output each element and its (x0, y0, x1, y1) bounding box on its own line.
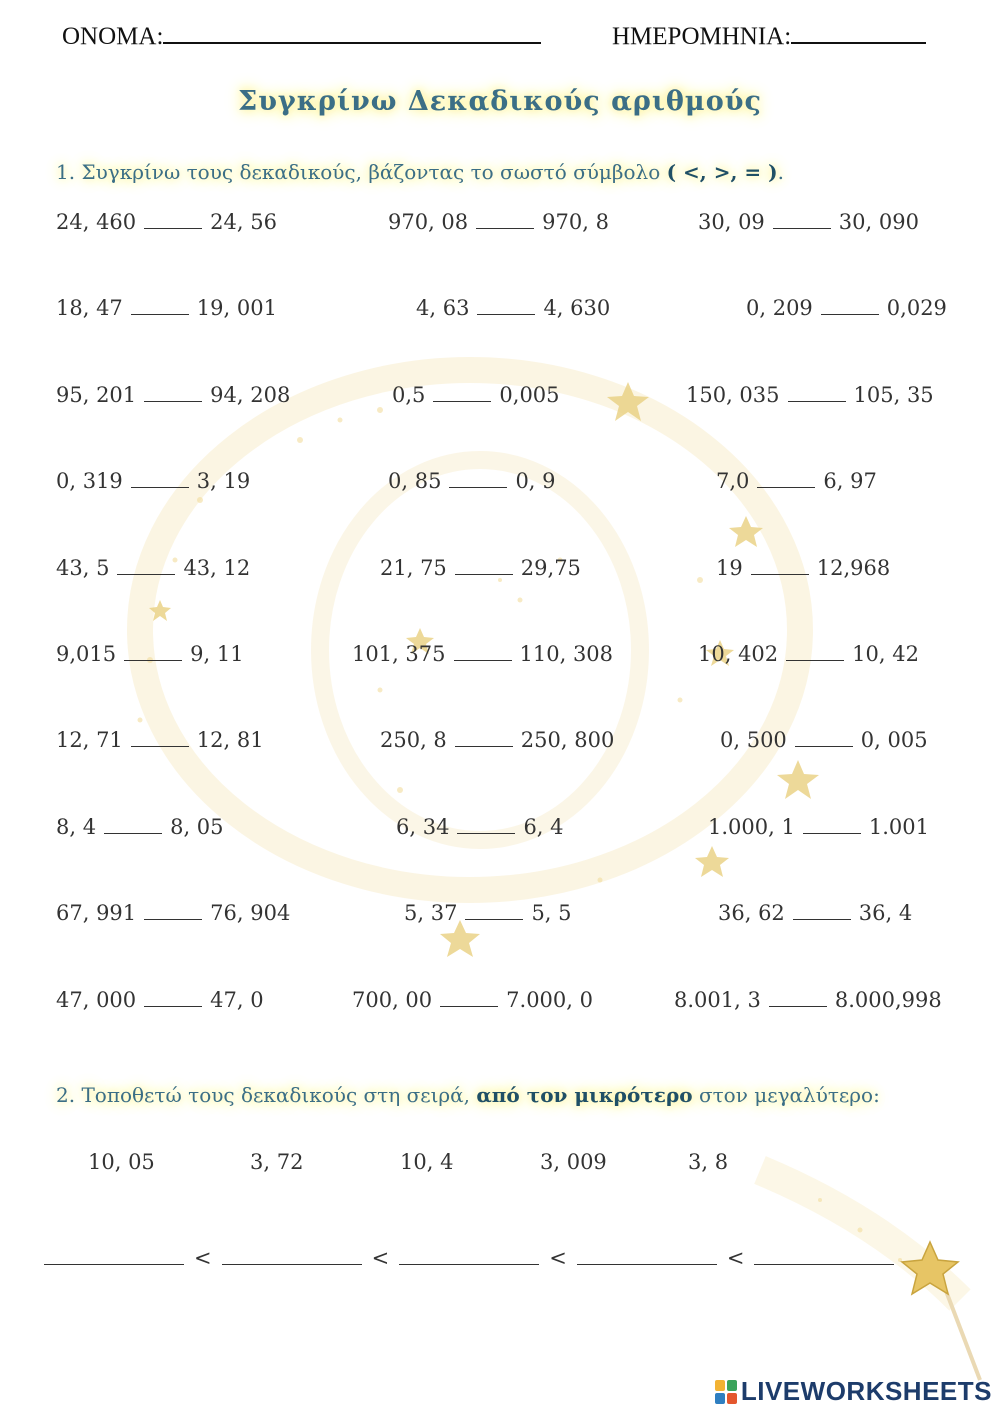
order-blank[interactable] (222, 1244, 362, 1265)
comparison-item (392, 383, 560, 407)
right-number: 5, 5 (531, 901, 572, 926)
left-number: 250, 8 (380, 728, 447, 753)
comparison-item (56, 901, 290, 925)
exercise2-text-end: στον μεγαλύτερο: (698, 1083, 880, 1107)
answer-blank[interactable] (144, 383, 202, 402)
order-blank[interactable] (577, 1244, 717, 1265)
comparison-item (380, 728, 614, 752)
right-number: 10, 42 (852, 642, 919, 666)
left-number: 7,0 (716, 469, 750, 494)
order-blank[interactable] (754, 1244, 894, 1265)
comparison-item (56, 210, 277, 234)
left-number: 36, 62 (718, 901, 785, 926)
less-than-sign: < (194, 1246, 212, 1270)
order-number: 10, 05 (88, 1150, 155, 1174)
ordering-answer-line (44, 1244, 894, 1270)
less-than-sign: < (726, 1246, 745, 1270)
comparison-item (716, 469, 877, 493)
answer-blank[interactable] (793, 901, 851, 920)
right-number: 0,029 (886, 296, 947, 321)
left-number: 19 (716, 555, 743, 580)
answer-blank[interactable] (131, 728, 189, 747)
comparison-item (396, 815, 564, 839)
comparison-item (56, 642, 244, 666)
answer-blank[interactable] (751, 556, 809, 575)
comparison-item (698, 642, 919, 666)
answer-blank[interactable] (773, 210, 831, 229)
answer-blank[interactable] (803, 815, 861, 834)
left-number: 0,5 (392, 382, 426, 407)
comparison-item (718, 901, 912, 925)
date-field (612, 20, 926, 51)
order-blank[interactable] (399, 1244, 539, 1265)
left-number: 10, 402 (698, 642, 779, 666)
comparison-item (388, 469, 556, 493)
answer-blank[interactable] (449, 469, 507, 488)
left-number: 4, 63 (416, 296, 470, 321)
order-number: 3, 009 (540, 1150, 607, 1174)
order-blank[interactable] (44, 1244, 184, 1265)
right-number: 94, 208 (210, 382, 291, 407)
right-number: 0,005 (499, 382, 560, 407)
left-number: 970, 08 (388, 210, 469, 234)
comparison-item (686, 383, 934, 407)
right-number: 47, 0 (210, 987, 264, 1012)
exercise1-instruction (56, 160, 784, 184)
comparison-item (56, 728, 264, 752)
order-number: 10, 4 (400, 1150, 454, 1174)
logo-icon (715, 1380, 737, 1404)
answer-blank[interactable] (769, 988, 827, 1007)
page-title: Συγκρίνω Δεκαδικούς αριθμούς (238, 86, 762, 117)
answer-blank[interactable] (455, 556, 513, 575)
comparison-item (56, 988, 264, 1012)
right-number: 3, 19 (196, 469, 251, 494)
right-number: 76, 904 (210, 901, 291, 926)
right-number: 12,968 (816, 555, 891, 580)
logo-text: LIVEWORKSHEETS (740, 1376, 992, 1406)
left-number: 9,015 (56, 642, 117, 666)
left-number: 21, 75 (380, 555, 447, 580)
exercise2-instruction (56, 1083, 880, 1107)
answer-blank[interactable] (144, 901, 202, 920)
logo-square (727, 1393, 737, 1404)
left-number: 101, 375 (352, 642, 446, 666)
left-number: 0, 500 (720, 728, 787, 753)
answer-blank[interactable] (144, 210, 202, 229)
answer-blank[interactable] (786, 642, 844, 661)
answer-blank[interactable] (104, 815, 162, 834)
left-number: 0, 209 (746, 296, 813, 321)
exercise1-symbols: ( <, >, = ) (666, 160, 778, 184)
liveworksheets-logo (715, 1376, 992, 1407)
right-number: 970, 8 (542, 210, 609, 234)
left-number: 12, 71 (56, 728, 123, 753)
date-blank[interactable] (791, 20, 926, 44)
left-number: 67, 991 (56, 901, 137, 926)
answer-blank[interactable] (455, 728, 513, 747)
right-number: 12, 81 (196, 728, 264, 753)
exercise2-text-start: 2. Τοποθετώ τους δεκαδικούς στη σειρά, (56, 1083, 471, 1107)
logo-square (715, 1393, 725, 1404)
right-number: 1.001 (868, 814, 929, 839)
exercise1-text: 1. Συγκρίνω τους δεκαδικούς, βάζοντας το σωστό σύμβολο (56, 160, 661, 184)
right-number: 6, 4 (523, 814, 564, 839)
answer-blank[interactable] (795, 728, 853, 747)
comparison-item (698, 210, 919, 234)
left-number: 150, 035 (686, 382, 780, 407)
answer-blank[interactable] (465, 901, 523, 920)
exercise1-end: . (777, 160, 784, 184)
right-number: 105, 35 (853, 382, 934, 407)
comparison-item (746, 296, 947, 320)
logo-square (727, 1380, 737, 1391)
name-label: ΟΝΟΜΑ: (62, 23, 164, 50)
answer-blank[interactable] (757, 469, 815, 488)
right-number: 24, 56 (210, 210, 277, 234)
answer-blank[interactable] (131, 296, 189, 315)
answer-blank[interactable] (457, 815, 515, 834)
logo-square (715, 1380, 725, 1391)
right-number: 0, 9 (515, 469, 556, 494)
answer-blank[interactable] (117, 556, 175, 575)
answer-blank[interactable] (454, 642, 512, 661)
right-number: 36, 4 (858, 901, 913, 926)
left-number: 30, 09 (698, 210, 765, 234)
comparison-item (720, 728, 928, 752)
comparison-item (380, 556, 581, 580)
comparison-item (56, 556, 250, 580)
right-number: 8.000,998 (834, 987, 942, 1012)
exercise2-text-bold: από τον μικρότερο (476, 1083, 693, 1107)
answer-blank[interactable] (788, 383, 846, 402)
answer-blank[interactable] (477, 296, 535, 315)
comparison-item (56, 469, 250, 493)
left-number: 18, 47 (56, 296, 123, 321)
comparison-item (416, 296, 610, 320)
right-number: 7.000, 0 (506, 987, 593, 1012)
left-number: 6, 34 (396, 814, 450, 839)
comparison-item (716, 556, 890, 580)
comparison-item (352, 988, 593, 1012)
comparison-item (404, 901, 572, 925)
answer-blank[interactable] (821, 296, 879, 315)
left-number: 0, 319 (56, 469, 123, 494)
comparison-item (388, 210, 609, 234)
left-number: 24, 460 (56, 210, 137, 234)
less-than-sign: < (371, 1246, 390, 1270)
left-number: 0, 85 (388, 469, 442, 494)
date-label: ΗΜΕΡΟΜΗΝΙΑ: (612, 23, 792, 50)
order-number: 3, 8 (688, 1150, 729, 1174)
right-number: 29,75 (520, 555, 581, 580)
order-number: 3, 72 (250, 1150, 304, 1174)
comparison-item (674, 988, 942, 1012)
left-number: 1.000, 1 (708, 814, 795, 839)
answer-blank[interactable] (144, 988, 202, 1007)
left-number: 8.001, 3 (674, 987, 761, 1012)
comparison-item (352, 642, 613, 666)
answer-blank[interactable] (131, 469, 189, 488)
right-number: 19, 001 (196, 296, 277, 321)
right-number: 250, 800 (520, 728, 615, 753)
left-number: 700, 00 (352, 987, 433, 1012)
right-number: 6, 97 (823, 469, 877, 494)
right-number: 110, 308 (519, 642, 614, 666)
answer-blank[interactable] (124, 642, 182, 661)
answer-blank[interactable] (440, 988, 498, 1007)
less-than-sign: < (549, 1246, 567, 1270)
answer-blank[interactable] (476, 210, 534, 229)
name-field (62, 20, 541, 51)
comparison-item (56, 296, 277, 320)
left-number: 43, 5 (56, 555, 110, 580)
left-number: 8, 4 (56, 814, 97, 839)
right-number: 0, 005 (860, 728, 928, 753)
name-blank[interactable] (163, 20, 541, 44)
right-number: 8, 05 (170, 814, 224, 839)
comparison-item (56, 383, 290, 407)
right-number: 9, 11 (190, 642, 244, 666)
left-number: 5, 37 (404, 901, 458, 926)
left-number: 47, 000 (56, 987, 137, 1012)
comparison-item (708, 815, 929, 839)
right-number: 4, 630 (543, 296, 611, 321)
right-number: 43, 12 (183, 555, 251, 580)
right-number: 30, 090 (838, 210, 919, 234)
comparison-item (56, 815, 224, 839)
answer-blank[interactable] (433, 383, 491, 402)
left-number: 95, 201 (56, 382, 137, 407)
